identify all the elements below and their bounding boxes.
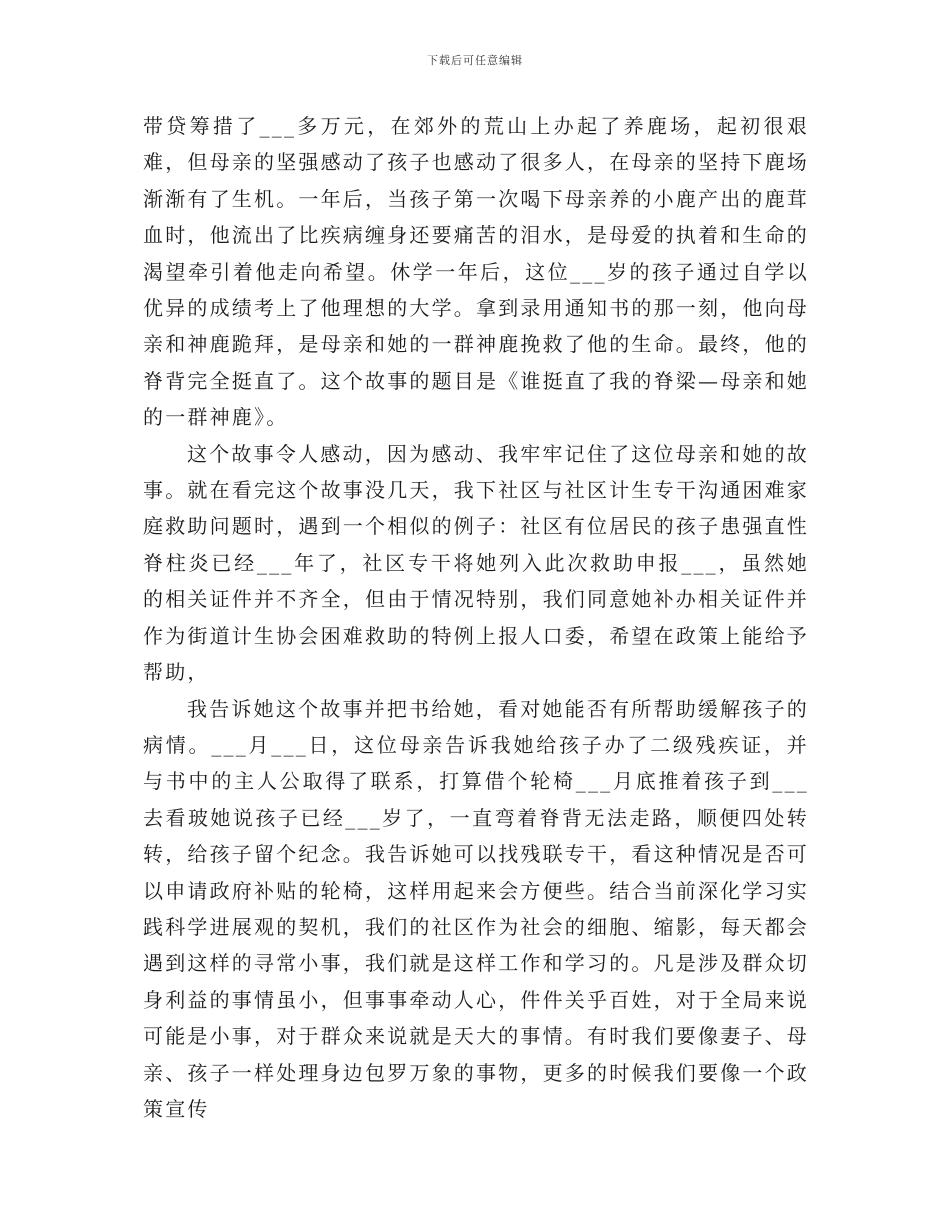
page-header: 下载后可任意编辑	[427, 54, 523, 67]
paragraph-3: 我告诉她这个故事并把书给她，看对她能否有所帮助缓解孩子的病情。___月___日，这位母亲告诉我她给孩子办了二级残疾证，并与书中的主人公取得了联系，打算借个轮椅___月底推着孩子到___去看玻她说孩子已经___岁了，一直弯着脊背无法走路，顺便四处转转，给孩子留个纪念。我告诉她可以找残联专干，看这种情况是否可以申请政府补贴的轮椅，这样用起来会方便些。结合当前深化学习实践科学进展观的契机，我们的社区作为社会的细胞、缩影，每天都会遇到这样的寻常小事，我们就是这样工作和学习的。凡是涉及群众切身利益的事情虽小，但事事牵动人心，件件关乎百姓，对于全局来说可能是小事，对于群众来说就是天大的事情。有时我们要像妻子、母亲、孩子一样处理身边包罗万象的事物，更多的时候我们要像一个政策宣传	[143, 696, 809, 1121]
document-body	[143, 108, 809, 1127]
paragraph-2: 这个故事令人感动，因为感动、我牢牢记住了这位母亲和她的故事。就在看完这个故事没几天，我下社区与社区计生专干沟通困难家庭救助问题时，遇到一个相似的例子：社区有位居民的孩子患强直性脊柱炎已经___年了，社区专干将她列入此次救助申报___，虽然她的相关证件并不齐全，但由于情况特别，我们同意她补办相关证件并作为街道计生协会困难救助的特例上报人口委，希望在政策上能给予帮助，	[143, 441, 809, 685]
paragraph-1: 带贷筹措了___多万元，在郊外的荒山上办起了养鹿场，起初很艰难，但母亲的坚强感动了孩子也感动了很多人，在母亲的坚持下鹿场渐渐有了生机。一年后，当孩子第一次喝下母亲养的小鹿产出的鹿茸血时，他流出了比疾病缠身还要痛苦的泪水，是母爱的执着和生命的渴望牵引着他走向希望。休学一年后，这位___岁的孩子通过自学以优异的成绩考上了他理想的大学。拿到录用通知书的那一刻，他向母亲和神鹿跪拜，是母亲和她的一群神鹿挽救了他的生命。最终，他的脊背完全挺直了。这个故事的题目是《谁挺直了我的脊梁—母亲和她的一群神鹿》。	[143, 114, 809, 430]
